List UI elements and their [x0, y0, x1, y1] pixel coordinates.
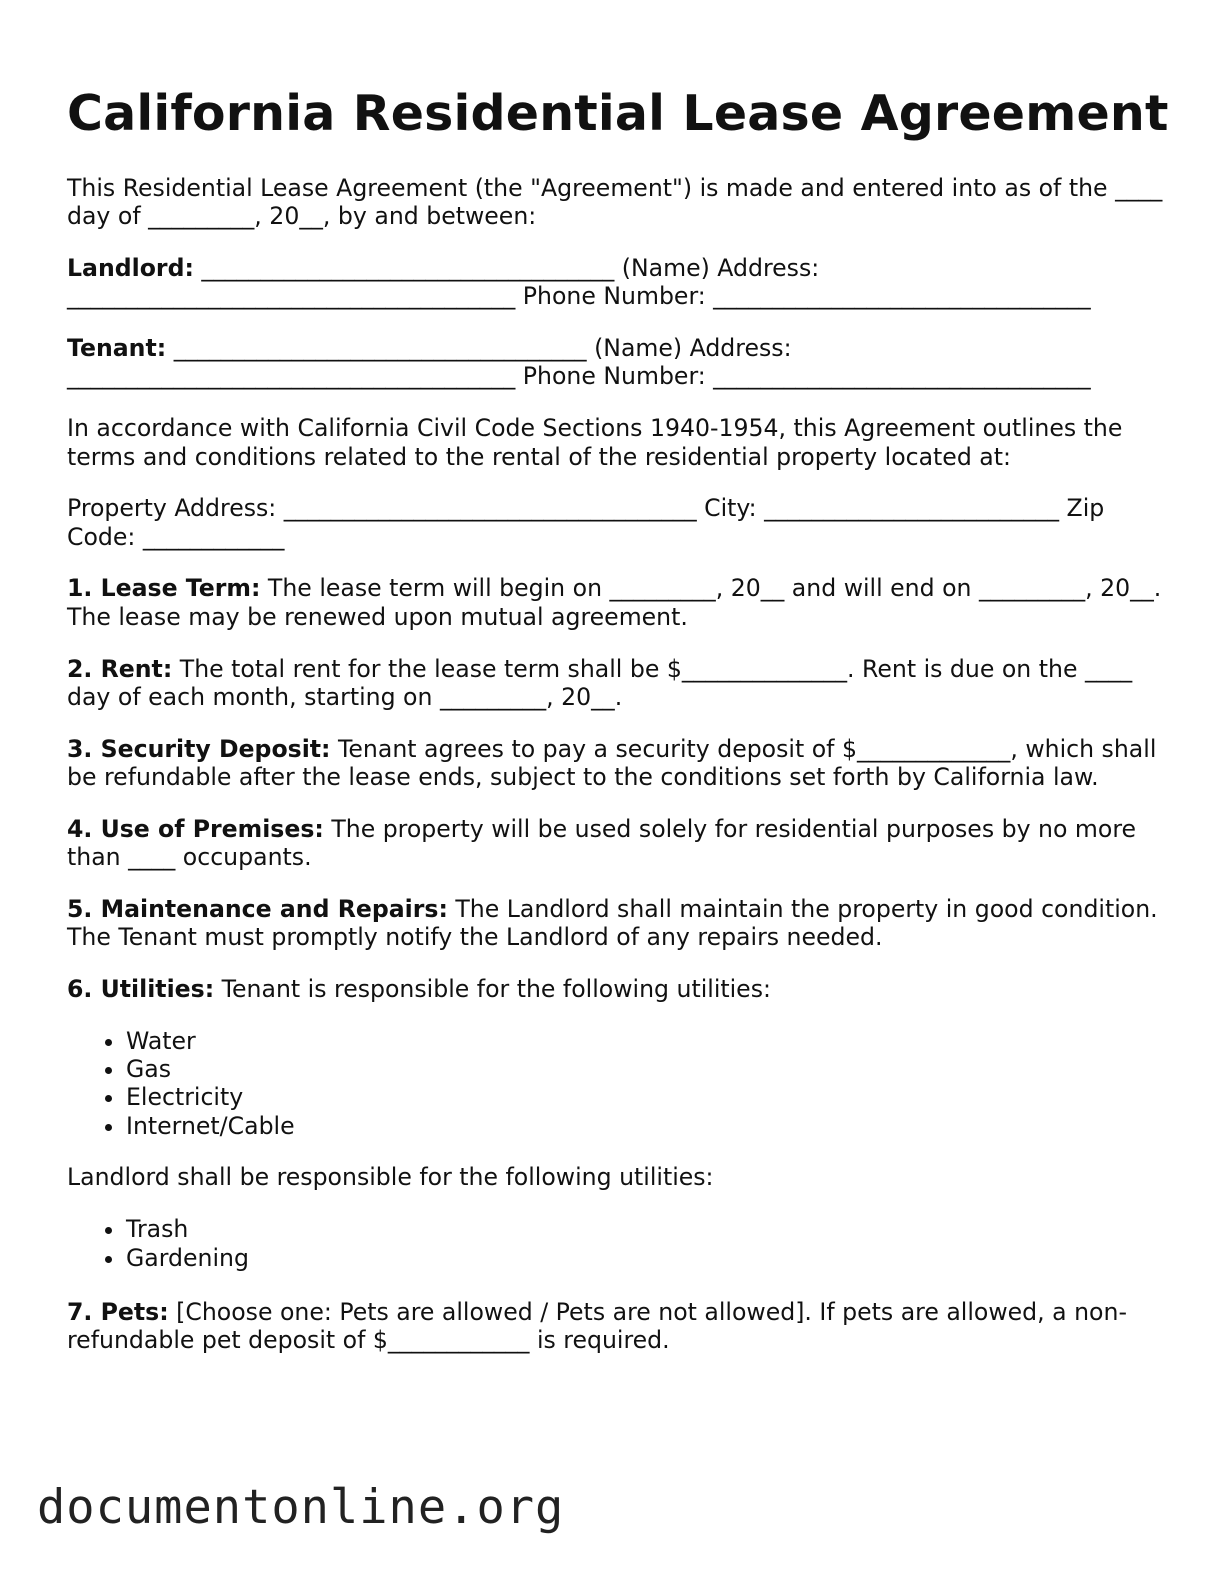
landlord-fields: ___________________________________ (Name) Address: ______________________________________ Phone Number: ________________________________	[67, 254, 1091, 311]
landlord-utilities-intro: Landlord shall be responsible for the following utilities:	[67, 1163, 714, 1192]
list-item: • Trash	[126, 1215, 1167, 1243]
tenant-label: Tenant:	[67, 334, 167, 363]
section-lease-term	[67, 574, 1167, 631]
use-of-premises-label: 4. Use of Premises:	[67, 814, 324, 843]
section-maintenance	[67, 895, 1167, 952]
rent-text: The total rent for the lease term shall be $______________. Rent is due on the ____ day of each month, starting on _________, 20__.	[67, 654, 1133, 711]
document-title: California Residential Lease Agreement	[67, 85, 1169, 142]
document-page	[67, 82, 1167, 1378]
tenant-block	[67, 334, 1167, 391]
intro-paragraph: This Residential Lease Agreement (the "Agreement") is made and entered into as of the ____ day of _________, 20__, by and between:	[67, 174, 1163, 231]
list-item: • Electricity	[126, 1083, 1167, 1111]
pets-text: [Choose one: Pets are allowed / Pets are not allowed]. If pets are allowed, a non-refundable pet deposit of $____________ is required.	[67, 1297, 1127, 1355]
utilities-label: 6. Utilities:	[67, 974, 215, 1003]
security-deposit-text: Tenant agrees to pay a security deposit of $_____________, which shall be refundable after the lease ends, subject to the conditions set forth by California law.	[67, 734, 1157, 791]
section-use-of-premises	[67, 815, 1167, 872]
rent-label: 2. Rent:	[67, 654, 173, 683]
section-utilities	[67, 975, 1167, 1003]
list-item: • Gas	[126, 1055, 1167, 1083]
utilities-text: Tenant is responsible for the following utilities:	[214, 974, 771, 1003]
list-item: • Internet/Cable	[126, 1112, 1167, 1140]
section-security-deposit	[67, 735, 1167, 792]
maintenance-text: The Landlord shall maintain the property in good condition. The Tenant must promptly notify the Landlord of any repairs needed.	[67, 894, 1158, 952]
list-item: • Gardening	[126, 1244, 1167, 1272]
tenant-utilities-list	[67, 1027, 1167, 1140]
landlord-utilities-list	[67, 1215, 1167, 1272]
section-pets	[67, 1298, 1167, 1355]
accordance-paragraph: In accordance with California Civil Code Sections 1940-1954, this Agreement outlines the terms and conditions related to the rental of the residential property located at:	[67, 414, 1123, 471]
security-deposit-label: 3. Security Deposit:	[67, 734, 331, 763]
property-address-block: Property Address: ___________________________________ City: _________________________ Zip Code: ____________	[67, 494, 1105, 551]
tenant-fields: ___________________________________ (Name) Address: ______________________________________ Phone Number: ________________________________	[67, 334, 1091, 391]
watermark: documentonline.org	[37, 1480, 565, 1535]
maintenance-label: 5. Maintenance and Repairs:	[67, 894, 448, 923]
list-item: • Water	[126, 1027, 1167, 1055]
landlord-block	[67, 254, 1167, 311]
lease-term-label: 1. Lease Term:	[67, 574, 261, 603]
pets-label: 7. Pets:	[67, 1297, 169, 1326]
section-rent	[67, 655, 1167, 712]
lease-term-text: The lease term will begin on _________, 20__ and will end on _________, 20__. The lease may be renewed upon mutual agreement.	[67, 574, 1162, 631]
use-of-premises-text: The property will be used solely for residential purposes by no more than ____ occupants.	[67, 814, 1137, 872]
landlord-label: Landlord:	[67, 254, 194, 283]
